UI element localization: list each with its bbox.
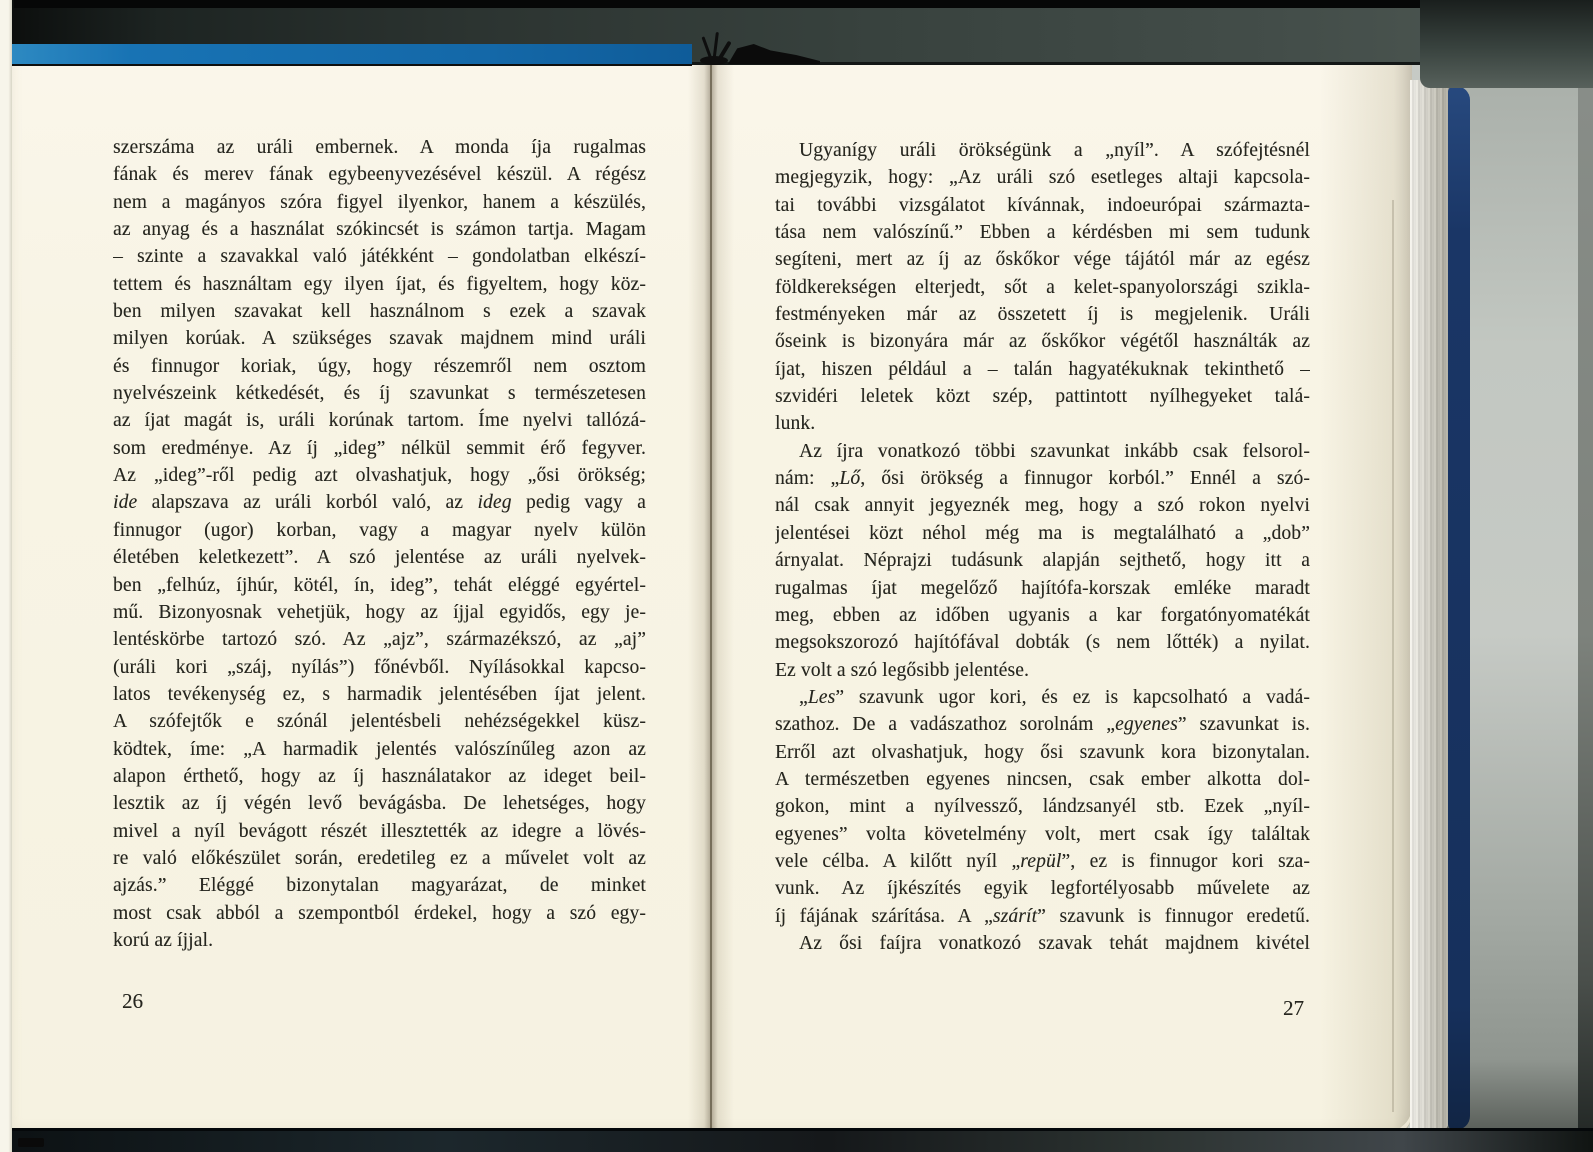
text-line: (uráli kori „száj, nyílás”) főnévből. Nyílásokkal kapcso- xyxy=(113,656,646,678)
text-line: vunk. Az íjkészítés egyik legfortélyosabb művelete az xyxy=(775,878,1310,900)
text-line: Az ősi faíjra vonatkozó szavak tehát majdnem kivétel xyxy=(799,932,1310,954)
text-line: megjegyzik, hogy: „Az uráli szó esetleges altaji kapcsola- xyxy=(775,167,1310,189)
text-line: mű. Bizonyosnak vehetjük, hogy az íjjal egyidős, egy je- xyxy=(113,601,646,623)
text-line: szvidéri leletek közt szép, pattintott nyílhegyeket talá- xyxy=(775,386,1310,408)
text-line: és finnugor koriak, úgy, hogy részemről nem osztom xyxy=(113,355,646,377)
scan-artifact-bottom-left xyxy=(18,1138,44,1147)
text-line: ajzás.” Eléggé bizonytalan magyarázat, de minket xyxy=(113,875,646,897)
left-page-text xyxy=(113,134,646,954)
book-cover-edge-right xyxy=(1448,86,1470,1130)
text-line: ködtek, íme: „A harmadik jelentés valószínűleg azon az xyxy=(113,738,646,760)
text-line: festményeken már az összetett íj is megjelenik. Uráli xyxy=(775,304,1310,326)
text-line: Az „ideg”-ről pedig azt olvashatjuk, hogy „ősi örökség; xyxy=(113,465,646,487)
text-line: íjat, hiszen például a – talán hagyatékuknak tekinthető – xyxy=(775,358,1310,380)
text-line: az anyag és a használat szókincsét is számon tartja. Magam xyxy=(113,219,646,241)
text-line: nál csak annyit jegyeznék meg, hogy a szó rokon nyelvi xyxy=(775,495,1310,517)
text-line: egyenes” volta követelmény volt, mert csak így találtak xyxy=(775,823,1310,845)
text-line: földkerekségen elterjedt, sőt a kelet-spanyolországi szikla- xyxy=(775,276,1310,298)
text-line: megsokszorozó hajítófával dobták (s nem lőtték) a nyilat. xyxy=(775,632,1310,654)
right-page-curl-shading xyxy=(1320,58,1412,1132)
scan-border-top xyxy=(14,0,1593,8)
text-line: korú az íjjal. xyxy=(113,929,214,951)
text-line: most csak abból a szempontból érdekel, hogy a szó egy- xyxy=(113,902,646,924)
right-page-text xyxy=(775,137,1310,957)
text-line: Erről azt olvashatjuk, hogy ősi szavunk kora bizonytalan. xyxy=(775,741,1310,763)
text-line: Ez volt a szó legősibb jelentése. xyxy=(775,659,1030,681)
book-cover-edge-top xyxy=(8,44,692,66)
text-line: segíteni, mert az íj az őskőkor vége tájától már az egész xyxy=(775,249,1310,271)
text-line: – szinte a szavakkal való játékként – gondolatban elkészí- xyxy=(113,246,646,268)
text-line: latos tevékenység ez, s harmadik jelentésében íjat jelent. xyxy=(113,683,646,705)
text-line: mivel a nyíl bevágott részét illesztették az idegre a lövés- xyxy=(113,820,646,842)
text-line: szerszáma az uráli embernek. A monda íja rugalmas xyxy=(113,137,646,158)
text-line: milyen korúak. A szükséges szavak majdnem mind uráli xyxy=(113,328,646,350)
text-line: nyelvészeink kétkedését, és íj szavunkat s természetesen xyxy=(113,383,646,405)
spine-tassel xyxy=(690,28,750,68)
scanner-background-bottom xyxy=(0,1128,1593,1152)
text-line: ben „felhúz, íjhúr, kötél, ín, ideg”, tehát eléggé egyértel- xyxy=(113,574,646,596)
left-page-number: 26 xyxy=(122,989,143,1013)
text-line: rugalmas íjat megelőző hajítófa-korszak emléke maradt xyxy=(775,577,1310,599)
text-line: lentéskörbe tartozó szó. Az „ajz”, származékszó, az „aj” xyxy=(113,629,646,651)
text-line: gokon, mint a nyílvessző, lándzsanyél stb. Ezek „nyíl- xyxy=(775,796,1310,818)
text-line: ide alapszava az uráli korból való, az ideg pedig vagy a xyxy=(113,492,646,514)
text-line: tai további vizsgálatot kívánnak, indoeurópai származta- xyxy=(775,194,1310,216)
text-line: lesztik az íj végén levő bevágásba. De lehetséges, hogy xyxy=(113,793,646,815)
text-line: árnyalat. Néprajzi tudásunk alapján sejthető, hogy itt a xyxy=(775,550,1310,572)
text-line: A szófejtők e szónál jelentésbeli nehézségekkel küsz- xyxy=(113,711,646,733)
scanner-edge-right xyxy=(1578,0,1593,1152)
text-line: szathoz. De a vadászathoz sorolnám „egyenes” szavunkat is. xyxy=(775,714,1310,736)
book-gutter-line xyxy=(710,56,712,1134)
text-line: fának és merev fának egybeenyvezésével készül. A régész xyxy=(113,164,646,186)
text-line: Az íjra vonatkozó többi szavunkat inkább csak felsorol- xyxy=(799,440,1310,462)
scanner-background-top-right xyxy=(1420,0,1593,88)
text-line: nám: „Lő, ősi örökség a finnugor korból.” Ennél a szó- xyxy=(775,468,1310,490)
text-line: Ugyanígy uráli örökségünk a „nyíl”. A szófejtésnél xyxy=(799,140,1310,161)
text-line: az íjat magát is, uráli korúnak tartom. Íme nyelvi tallózá- xyxy=(113,410,646,432)
text-line: „Les” szavunk ugor kori, és ez is kapcsolható a vadá- xyxy=(799,686,1310,708)
page-fore-edge-stack xyxy=(1410,80,1450,1134)
text-line: őseink is bizonyára már az őskőkor végétől használták az xyxy=(775,331,1310,353)
text-line: alapon érthető, hogy az íj használatakor az ideget beil- xyxy=(113,765,646,787)
text-line: re való előkészület során, eredetileg ez a művelet volt az xyxy=(113,847,646,869)
text-line: tása nem valószínű.” Ebben a kérdésben mi sem tudunk xyxy=(775,222,1310,244)
text-line: nem a magányos szóra figyel ilyenkor, hanem a készülés, xyxy=(113,191,646,213)
text-line: meg, ebben az időben ugyanis a kar forgatónyomatékát xyxy=(775,604,1310,626)
text-line: ben milyen szavakat kell használnom s ezek a szavak xyxy=(113,301,646,323)
page-crease-line xyxy=(1392,200,1394,1112)
right-page-number: 27 xyxy=(1283,996,1304,1020)
text-line: A természetben egyenes nincsen, csak ember alkotta dol- xyxy=(775,768,1310,790)
text-line: jelentései közt néhol még ma is megtalálható a „dob” xyxy=(775,522,1310,544)
text-line: tettem és használtam egy ilyen íjat, és figyeltem, hogy köz- xyxy=(113,273,646,295)
text-line: lunk. xyxy=(775,413,816,435)
text-line: finnugor (ugor) korban, vagy a magyar nyelv külön xyxy=(113,519,646,541)
text-line: íj fájának szárítása. A „szárít” szavunk is finnugor eredetű. xyxy=(775,905,1310,927)
text-line: som eredménye. Az íj „ideg” nélkül semmit érő fegyver. xyxy=(113,437,646,459)
text-line: vele célba. A kilőtt nyíl „repül”, ez is finnugor kori sza- xyxy=(775,850,1310,872)
text-line: életében keletkezett”. A szó jelentése az uráli nyelvek- xyxy=(113,547,646,569)
scanner-edge-left xyxy=(0,0,12,1152)
